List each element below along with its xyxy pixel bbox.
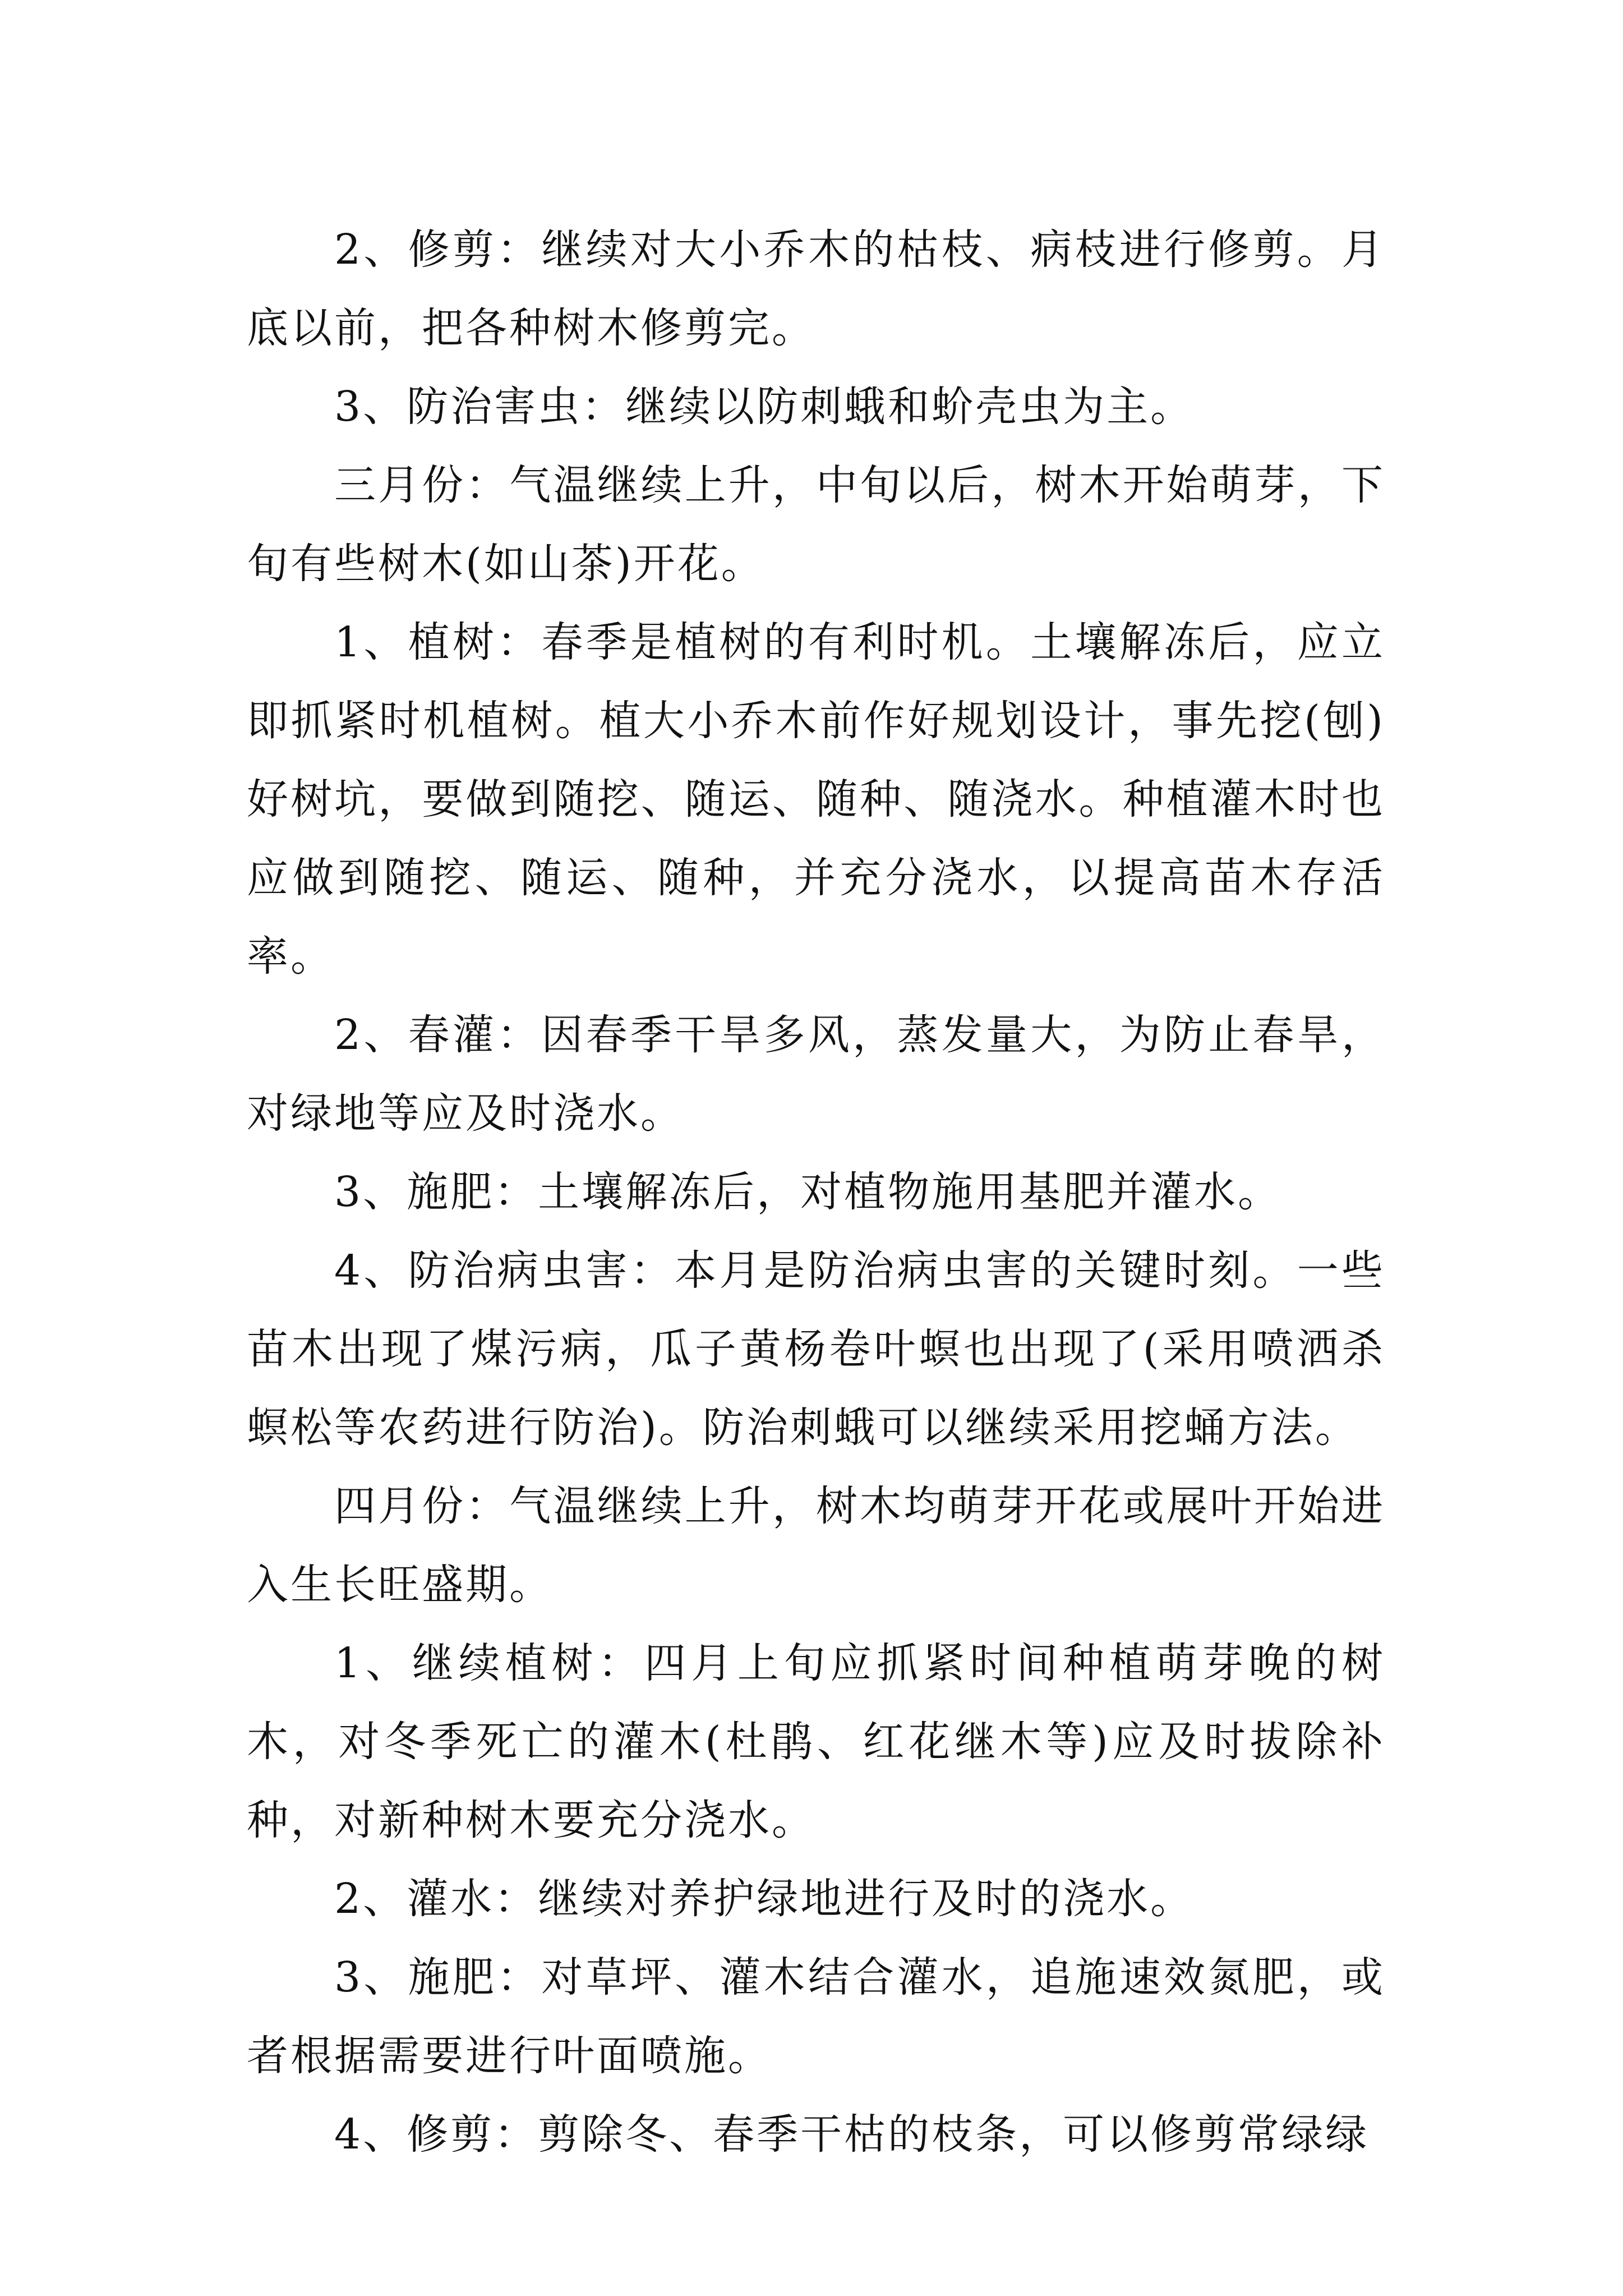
paragraph-pruning: 2、修剪：继续对大小乔木的枯枝、病枝进行修剪。月底以前，把各种树木修剪完。 [247, 226, 1385, 352]
paragraph-april-heading: 四月份：气温继续上升，树木均萌芽开花或展叶开始进入生长旺盛期。 [247, 1482, 1385, 1609]
paragraph-april-fertilizing: 3、施肥：对草坪、灌木结合灌水，追施速效氮肥，或者根据需要进行叶面喷施。 [247, 1953, 1385, 2080]
paragraph-march-fertilizing: 3、施肥：土壤解冻后，对植物施用基肥并灌水。 [334, 1168, 1282, 1216]
paragraph-march-heading: 三月份：气温继续上升，中旬以后，树木开始萌芽，下旬有些树木(如山茶)开花。 [247, 461, 1385, 588]
document-body [247, 210, 1385, 2174]
paragraph-march-planting: 1、植树：春季是植树的有利时机。土壤解冻后，应立即抓紧时机植树。植大小乔木前作好规划设计，事先挖(刨)好树坑，要做到随挖、随运、随种、随浇水。种植灌木时也应做到随挖、随运、随种，并充分浇水，以提高苗木存活率。 [247, 618, 1385, 981]
paragraph-april-pruning: 4、修剪：剪除冬、春季干枯的枝条，可以修剪常绿绿 [334, 2110, 1370, 2159]
paragraph-april-irrigation: 2、灌水：继续对养护绿地进行及时的浇水。 [334, 1875, 1195, 1923]
paragraph-march-spring-irrigation: 2、春灌：因春季干旱多风，蒸发量大，为防止春旱，对绿地等应及时浇水。 [247, 1011, 1385, 1138]
paragraph-april-planting: 1、继续植树：四月上旬应抓紧时间种植萌芽晚的树木，对冬季死亡的灌木(杜鹃、红花继木等)应及时拔除补种，对新种树木要充分浇水。 [247, 1639, 1385, 1844]
paragraph-march-disease-control: 4、防治病虫害：本月是防治病虫害的关键时刻。一些苗木出现了煤污病，瓜子黄杨卷叶螟也出现了(采用喷洒杀螟松等农药进行防治)。防治刺蛾可以继续采用挖蛹方法。 [247, 1246, 1385, 1452]
paragraph-pest-control: 3、防治害虫：继续以防刺蛾和蚧壳虫为主。 [334, 383, 1195, 431]
